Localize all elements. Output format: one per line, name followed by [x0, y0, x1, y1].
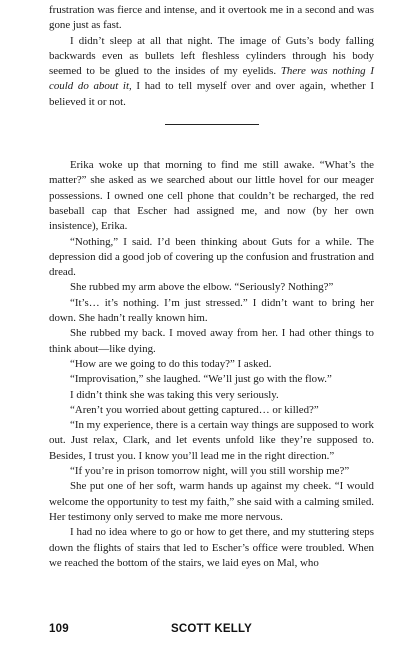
body-text — [49, 3, 374, 571]
paragraph: “In my experience, there is a certain way things are supposed to work out. Just relax, Clark, and let events unfold like they’re supposed to. Besides, I trust you. I know you’ll lead me in the right direction.” — [49, 419, 374, 462]
paragraph: “Nothing,” I said. I’d been thinking about Guts for a while. The depression did a good job of covering up the confusion and frustration and dread. — [49, 235, 374, 279]
author-name: SCOTT KELLY — [170, 623, 252, 635]
paragraph: “If you’re in prison tomorrow night, will you still worship me?” — [70, 465, 350, 478]
paragraph: “It’s… it’s nothing. I’m just stressed.” I didn’t want to bring her down. She hadn’t really known him. — [49, 296, 374, 325]
paragraph: I didn’t think she was taking this very seriously. — [70, 388, 279, 401]
paragraph: She rubbed my back. I moved away from her. I had other things to think about—like dying. — [49, 327, 374, 355]
paragraph: She rubbed my arm above the elbow. “Seriously? Nothing?” — [70, 281, 334, 294]
section-divider — [165, 124, 259, 125]
page-number: 109 — [49, 623, 69, 635]
paragraph-text: I didn’t sleep at all that night. The image of Guts’s body falling backwards even as bullets left fleshless cylinders through his body seemed to be glued to the insides of my eyelids. — [49, 34, 374, 78]
paragraph: I had no idea where to go or how to get there, and my stuttering steps down the flights of stairs that led to Escher’s office were troubled. When we reached the bottom of the stairs, we laid eyes on Mal, who — [49, 526, 374, 569]
italic-thought: There was nothing I could do about it, — [49, 65, 374, 93]
paragraph — [49, 34, 374, 110]
paragraph: Erika woke up that morning to find me still awake. “What’s the matter?” she asked as we searched about our little hovel for our meager possessions. I owned one cell phone that couldn’t be recharged, the red baseball cap that Escher had assigned me, and now (by her own insistence), Erika. — [49, 159, 374, 233]
paragraph: “How are we going to do this today?” I asked. — [70, 357, 272, 370]
paragraph-text: I had to tell myself over and over again, whether I believed it or not. — [49, 80, 374, 108]
paragraph: She put one of her soft, warm hands up against my cheek. “I would welcome the opportunity to test my faith,” she said with a calming smiled. Her testimony only served to make me more nervous. — [49, 480, 374, 523]
paragraph: frustration was fierce and intense, and it overtook me in a second and was gone just as fast. — [49, 4, 374, 32]
paragraph: “Improvisation,” she laughed. “We’ll just go with the flow.” — [70, 373, 332, 386]
paragraph: “Aren’t you worried about getting captured… or killed?” — [70, 403, 319, 416]
